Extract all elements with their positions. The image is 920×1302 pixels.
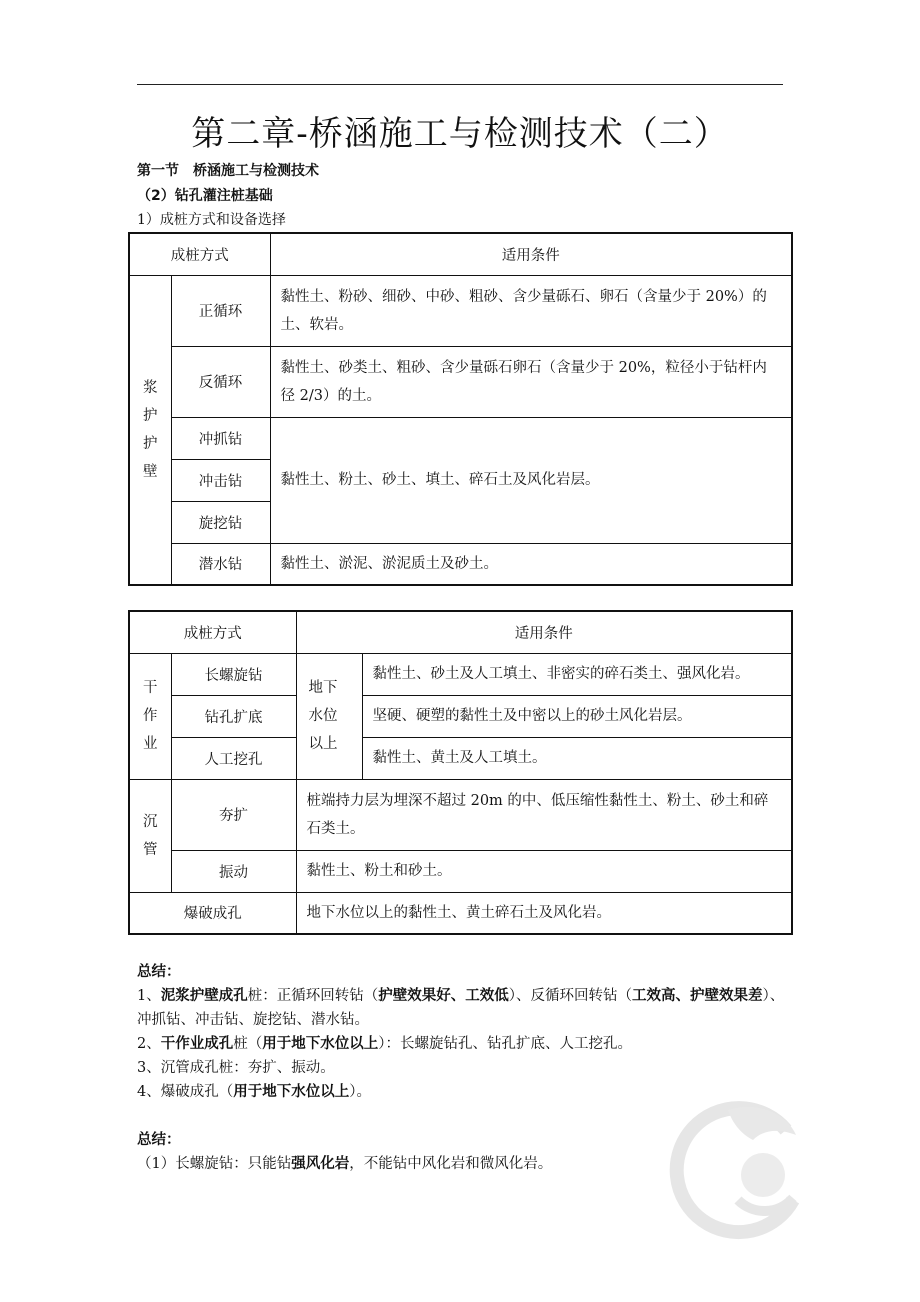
- header-method: 成桩方式: [129, 611, 296, 653]
- table-row: [129, 779, 792, 850]
- summary-block: [137, 960, 787, 1104]
- table-row: [129, 417, 792, 459]
- condition-cell: 黏性土、粉土和砂土。: [296, 850, 792, 892]
- table-slurry-wall: [128, 232, 793, 586]
- table-dry-work: [128, 610, 793, 935]
- group-label: 干 作 业: [129, 653, 171, 779]
- subsection-heading: （2）钻孔灌注桩基础: [137, 188, 273, 204]
- group-label: 沉 管: [129, 779, 171, 892]
- condition-cell: 黏性土、砂土及人工填土、非密实的碎石类土、强风化岩。: [362, 653, 792, 695]
- header-condition: 适用条件: [270, 233, 792, 275]
- method-cell: 人工挖孔: [171, 737, 296, 779]
- table-row: [129, 892, 792, 934]
- summary-line: 1、泥浆护壁成孔桩：正循环回转钻（护壁效果好、工效低）、反循环回转钻（工效高、护壁效果差）、冲抓钻、冲击钻、旋挖钻、潜水钻。: [137, 988, 785, 1028]
- table-header-row: [129, 233, 792, 275]
- condition-cell: 黏性土、粉土、砂土、填土、碎石土及风化岩层。: [270, 417, 792, 543]
- condition-cell: 黏性土、粉砂、细砂、中砂、粗砂、含少量砾石、卵石（含量少于 20%）的土、软岩。: [270, 275, 792, 346]
- header-rule: [137, 84, 783, 85]
- condition-cell: 坚硬、硬塑的黏性土及中密以上的砂土风化岩层。: [362, 695, 792, 737]
- table-row: [129, 850, 792, 892]
- method-cell: 旋挖钻: [171, 501, 270, 543]
- condition-cell: 黏性土、淤泥、淤泥质土及砂土。: [270, 543, 792, 585]
- method-cell: 长螺旋钻: [171, 653, 296, 695]
- table-header-row: [129, 611, 792, 653]
- table-row: [129, 737, 792, 779]
- method-cell: 夯扩: [171, 779, 296, 850]
- condition-cell: 地下水位以上的黏性土、黄土碎石土及风化岩。: [296, 892, 792, 934]
- summary-heading: 总结：: [137, 964, 181, 980]
- condition-cell: 黏性土、砂类土、粗砂、含少量砾石卵石（含量少于 20%，粒径小于钻杆内径 2/3）的土。: [270, 346, 792, 417]
- header-method: 成桩方式: [129, 233, 270, 275]
- header-condition: 适用条件: [296, 611, 792, 653]
- summary-line: 3、沉管成孔桩：夯扩、振动。: [137, 1060, 335, 1076]
- watermark-logo-icon: [668, 1090, 818, 1240]
- summary-line: 2、干作业成孔桩（用于地下水位以上）：长螺旋钻孔、钻孔扩底、人工挖孔。: [137, 1036, 632, 1052]
- table-row: [129, 543, 792, 585]
- condition-cell: 黏性土、黄土及人工填土。: [362, 737, 792, 779]
- method-cell: 钻孔扩底: [171, 695, 296, 737]
- table-row: [129, 653, 792, 695]
- method-cell: 正循环: [171, 275, 270, 346]
- table-row: [129, 695, 792, 737]
- method-cell: 振动: [171, 850, 296, 892]
- summary-line: （1）长螺旋钻：只能钻强风化岩，不能钻中风化岩和微风化岩。: [137, 1156, 553, 1172]
- method-cell: 反循环: [171, 346, 270, 417]
- table-row: [129, 275, 792, 346]
- item-heading: 1）成桩方式和设备选择: [137, 212, 286, 228]
- section-heading: 第一节 桥涵施工与检测技术: [137, 163, 319, 179]
- condition-cell: 桩端持力层为埋深不超过 20m 的中、低压缩性黏性土、粉土、砂土和碎石类土。: [296, 779, 792, 850]
- method-cell: 冲抓钻: [171, 417, 270, 459]
- sub-condition-label: 地下 水位 以上: [296, 653, 362, 779]
- method-cell: 爆破成孔: [129, 892, 296, 934]
- summary-line: 4、爆破成孔（用于地下水位以上）。: [137, 1084, 371, 1100]
- group-label: 浆 护 护 壁: [129, 275, 171, 585]
- table-row: [129, 346, 792, 417]
- method-cell: 潜水钻: [171, 543, 270, 585]
- summary-heading: 总结：: [137, 1132, 181, 1148]
- method-cell: 冲击钻: [171, 459, 270, 501]
- page-title: 第二章-桥涵施工与检测技术（二）: [191, 114, 729, 154]
